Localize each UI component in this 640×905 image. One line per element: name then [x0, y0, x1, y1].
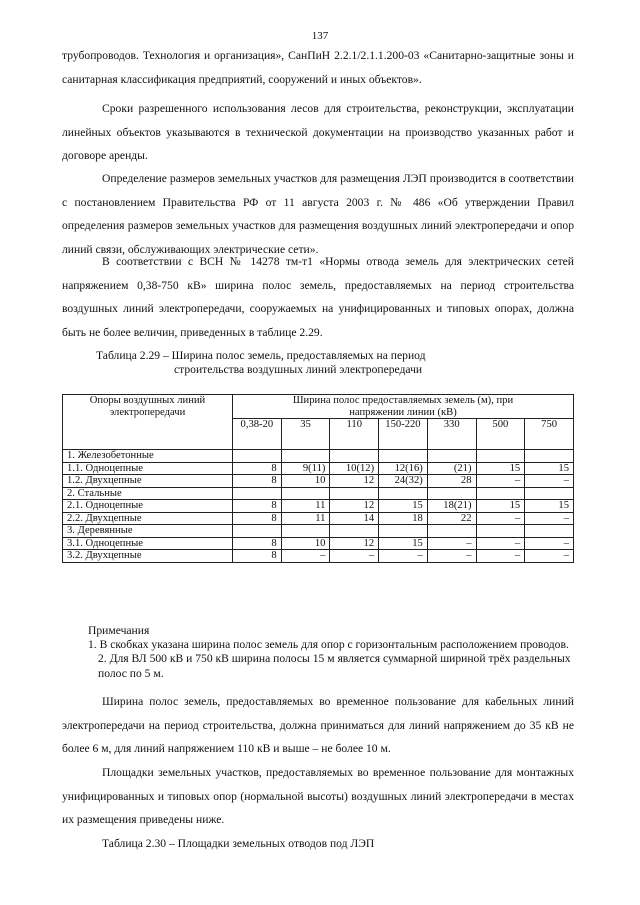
table-cell: 8 [233, 550, 282, 563]
table-cell: 12 [330, 500, 379, 513]
table-cell: 10(12) [330, 462, 379, 475]
header-width-group: Ширина полос предоставляемых земель (м), при напряжении линии (кВ) [233, 395, 574, 419]
table-cell: – [525, 475, 574, 488]
table-cell [330, 525, 379, 538]
table-cell: 11 [281, 512, 330, 525]
notes [88, 624, 574, 681]
table-cell: – [476, 512, 525, 525]
table-cell: – [525, 550, 574, 563]
header-voltage: 500 [476, 419, 525, 450]
table-row [63, 550, 574, 563]
row-label: 3.1. Одноцепные [63, 537, 233, 550]
table-cell: 8 [233, 512, 282, 525]
table-cell: 11 [281, 500, 330, 513]
table-cell [330, 487, 379, 500]
table-row [63, 487, 574, 500]
table-cell: 8 [233, 500, 282, 513]
row-label: 1.2. Двухцепные [63, 475, 233, 488]
table-cell: 10 [281, 475, 330, 488]
table-cell: 15 [525, 500, 574, 513]
table-row [63, 500, 574, 513]
table-cell: 28 [427, 475, 476, 488]
table-cell [427, 525, 476, 538]
paragraph-2: Сроки разрешенного использования лесов для строительства, реконструкции, эксплуатации линейных объектов указываются в технической документации на производство указанных работ и договоре аренды. [62, 102, 574, 162]
table-cell: 15 [379, 500, 428, 513]
table-cell: – [330, 550, 379, 563]
table-cell [233, 450, 282, 463]
paragraph-5: Ширина полос земель, предоставляемых во временное пользование для кабельных линий электропередачи на период строительства, должна приниматься для линий напряжением до 35 кВ не более 6 м, для линий напряжением 110 кВ и выше – не более 10 м. [62, 695, 574, 755]
table-cell: – [281, 550, 330, 563]
table-cell [525, 450, 574, 463]
header-voltage: 110 [330, 419, 379, 450]
table-cell: 15 [525, 462, 574, 475]
table-row [63, 462, 574, 475]
row-label: 3.2. Двухцепные [63, 550, 233, 563]
table-caption-line2: строительства воздушных линий электропередачи [174, 363, 423, 376]
paragraph-3: Определение размеров земельных участков для размещения ЛЭП производится в соответствии с постановлением Правительства РФ от 11 августа 2003 г. № 486 «Об утверждении Правил определения размеров земельных участков для размещения воздушных линий электропередачи и опор линий связи, обслуживающих электрические сети». [62, 172, 574, 256]
table-cell: 8 [233, 537, 282, 550]
table-cell: – [476, 537, 525, 550]
table-cell: 18(21) [427, 500, 476, 513]
table-cell: – [476, 475, 525, 488]
strip-width-table [62, 394, 574, 563]
note-1: 1. В скобках указана ширина полос земель для опор с горизонтальным расположением проводов. [88, 638, 569, 652]
table-cell [281, 487, 330, 500]
table-cell [476, 487, 525, 500]
header-voltage: 150-220 [379, 419, 428, 450]
header-voltage: 330 [427, 419, 476, 450]
header-voltage: 0,38-20 [233, 419, 282, 450]
table-cell: 15 [379, 537, 428, 550]
table-cell [281, 525, 330, 538]
table-cell: 15 [476, 462, 525, 475]
table-cell: – [427, 550, 476, 563]
row-label: 1.1. Одноцепные [63, 462, 233, 475]
table-cell: 10 [281, 537, 330, 550]
table2-caption: Таблица 2.30 – Площадки земельных отводов под ЛЭП [102, 837, 375, 850]
note-2: 2. Для ВЛ 500 кВ и 750 кВ ширина полосы 15 м является суммарной шириной трёх раздельных полос по 5 м. [98, 652, 571, 680]
table-row [63, 512, 574, 525]
row-label: 2.1. Одноцепные [63, 500, 233, 513]
table-cell: 12(16) [379, 462, 428, 475]
table-cell: – [525, 537, 574, 550]
paragraph-1: трубопроводов. Технология и организация», СанПиН 2.2.1/2.1.1.200-03 «Санитарно-защитные зоны и санитарная классификация предприятий, сооружений и иных объектов». [62, 49, 574, 86]
table-row [63, 475, 574, 488]
table-cell: – [476, 550, 525, 563]
table-cell: 18 [379, 512, 428, 525]
table-cell: 8 [233, 462, 282, 475]
table-cell [476, 450, 525, 463]
page-number: 137 [311, 30, 329, 42]
table-cell: 22 [427, 512, 476, 525]
table-cell: 24(32) [379, 475, 428, 488]
table-cell [427, 450, 476, 463]
table-cell [427, 487, 476, 500]
table-cell: (21) [427, 462, 476, 475]
table-row [63, 537, 574, 550]
row-label: 2.2. Двухцепные [63, 512, 233, 525]
row-label: 3. Деревянные [63, 525, 233, 538]
table-cell [233, 525, 282, 538]
table-cell [379, 487, 428, 500]
row-label: 2. Стальные [63, 487, 233, 500]
table-cell [525, 487, 574, 500]
table-cell: 8 [233, 475, 282, 488]
header-voltage: 750 [525, 419, 574, 450]
paragraph-6: Площадки земельных участков, предоставляемых во временное пользование для монтажных унифицированных и типовых опор (нормальной высоты) воздушных линий электропередачи в местах их размещения приведены ниже. [62, 766, 574, 826]
table-cell: – [427, 537, 476, 550]
row-label: 1. Железобетонные [63, 450, 233, 463]
notes-title: Примечания [88, 624, 150, 637]
table-cell: – [379, 550, 428, 563]
table-cell: 15 [476, 500, 525, 513]
table-cell [281, 450, 330, 463]
table-cell: – [525, 512, 574, 525]
table-cell [525, 525, 574, 538]
table-cell [379, 450, 428, 463]
paragraph-4: В соответствии с ВСН № 14278 тм-т1 «Нормы отвода земель для электрических сетей напряжением 0,38-750 кВ» ширина полос земель, предоставляемых на период строительства воздушных линий электропередачи, сооружаемых на унифицированных и типовых опорах, должна быть не более величин, приведенных в таблице 2.29. [62, 255, 574, 339]
table-cell: 12 [330, 537, 379, 550]
table-cell [330, 450, 379, 463]
header-voltage: 35 [281, 419, 330, 450]
table-cell [379, 525, 428, 538]
header-supports: Опоры воздушных линий электропередачи [63, 395, 233, 450]
table-cell: 12 [330, 475, 379, 488]
table-row [63, 525, 574, 538]
table-caption [96, 349, 556, 377]
table-cell: 9(11) [281, 462, 330, 475]
table-row [63, 450, 574, 463]
table-cell [233, 487, 282, 500]
table-cell: 14 [330, 512, 379, 525]
table-cell [476, 525, 525, 538]
table-caption-line1: Таблица 2.29 – Ширина полос земель, предоставляемых на период [96, 349, 426, 362]
